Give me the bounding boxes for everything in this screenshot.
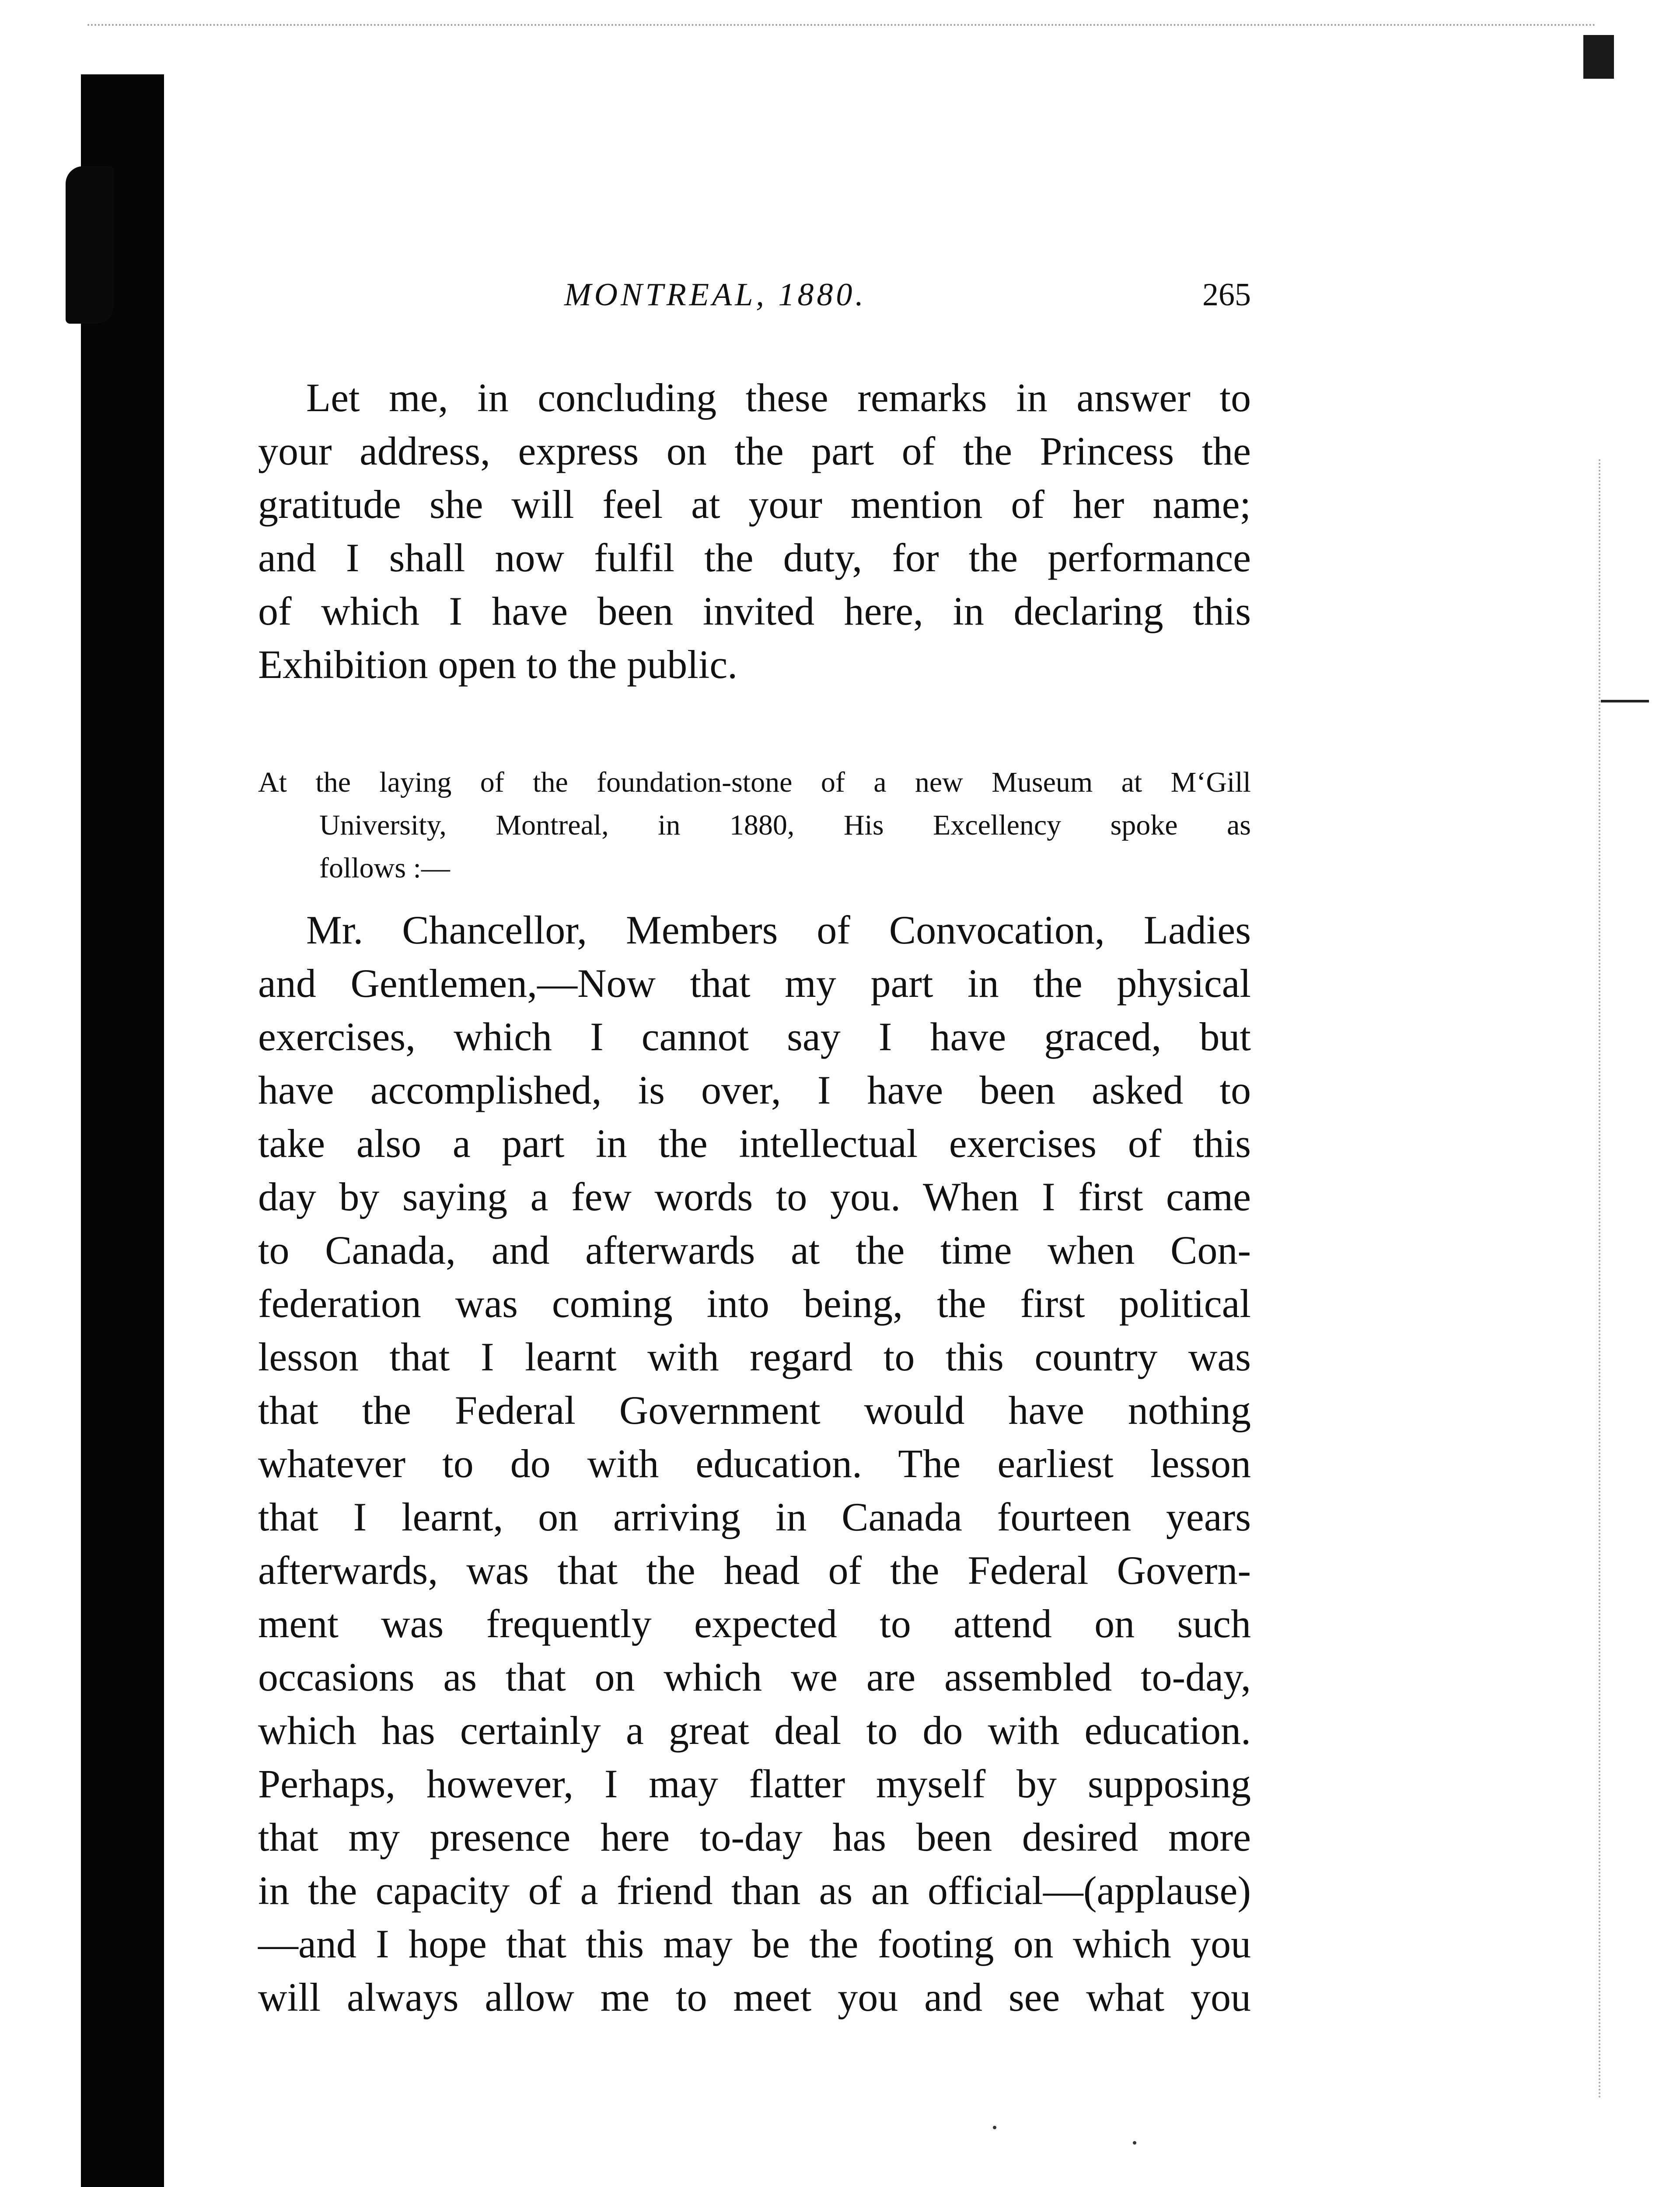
text-line: lesson that I learnt with regard to this country was [258, 1335, 1251, 1379]
text-line: will always allow me to meet you and see what you [258, 1975, 1251, 2019]
text-line: in the capacity of a friend than as an official—(applause) [258, 1868, 1251, 1913]
speck [993, 2126, 996, 2129]
text-line: and I shall now fulfil the duty, for the performance [258, 535, 1251, 580]
binding-gutter [81, 74, 164, 2187]
text-line: occasions as that on which we are assembled to-day, [258, 1655, 1251, 1699]
section-heading [258, 761, 1251, 890]
text-line: your address, express on the part of the Princess the [258, 429, 1251, 473]
text-line: Exhibition open to the public. [258, 642, 738, 687]
binding-notch [66, 166, 114, 324]
text-line: Perhaps, however, I may flatter myself by supposing [258, 1761, 1251, 1806]
text-line: and Gentlemen,—Now that my part in the physical [258, 961, 1251, 1006]
text-line: that I learnt, on arriving in Canada fourteen years [258, 1495, 1251, 1539]
top-right-smudge [1583, 35, 1614, 79]
text-line: of which I have been invited here, in declaring this [258, 589, 1251, 633]
text-line: Mr. Chancellor, Members of Convocation, Ladies [306, 908, 1251, 952]
heading-line: At the laying of the foundation-stone of a new Museum at M‘Gill [258, 766, 1251, 798]
text-line: ment was frequently expected to attend on such [258, 1601, 1251, 1646]
paragraph-1 [258, 371, 1251, 691]
running-header [258, 276, 1251, 320]
text-line: Let me, in concluding these remarks in answer to [306, 375, 1251, 420]
text-line: that the Federal Government would have nothing [258, 1388, 1251, 1432]
page-number: 265 [1202, 277, 1251, 313]
page-right-edge [1599, 459, 1602, 2100]
text-line: take also a part in the intellectual exercises of this [258, 1121, 1251, 1166]
right-edge-mark [1601, 700, 1649, 702]
heading-line: University, Montreal, in 1880, His Excellency spoke as [319, 809, 1251, 841]
text-line: afterwards, was that the head of the Federal Govern- [258, 1548, 1251, 1593]
text-line: whatever to do with education. The earliest lesson [258, 1441, 1251, 1486]
paragraph-2 [258, 903, 1251, 2024]
heading-line: follows :— [319, 852, 450, 884]
page-top-edge [87, 24, 1596, 30]
text-line: have accomplished, is over, I have been asked to [258, 1068, 1251, 1112]
text-line: federation was coming into being, the first political [258, 1281, 1251, 1326]
text-line: that my presence here to-day has been desired more [258, 1815, 1251, 1859]
text-line: exercises, which I cannot say I have graced, but [258, 1014, 1251, 1059]
text-line: gratitude she will feel at your mention of her name; [258, 482, 1251, 527]
text-line: which has certainly a great deal to do with education. [258, 1708, 1251, 1753]
text-line: day by saying a few words to you. When I first came [258, 1174, 1251, 1219]
running-title: MONTREAL, 1880. [564, 277, 866, 313]
speck [1133, 2141, 1136, 2145]
text-line: to Canada, and afterwards at the time when Con- [258, 1228, 1251, 1272]
text-line: —and I hope that this may be the footing on which you [258, 1921, 1251, 1966]
